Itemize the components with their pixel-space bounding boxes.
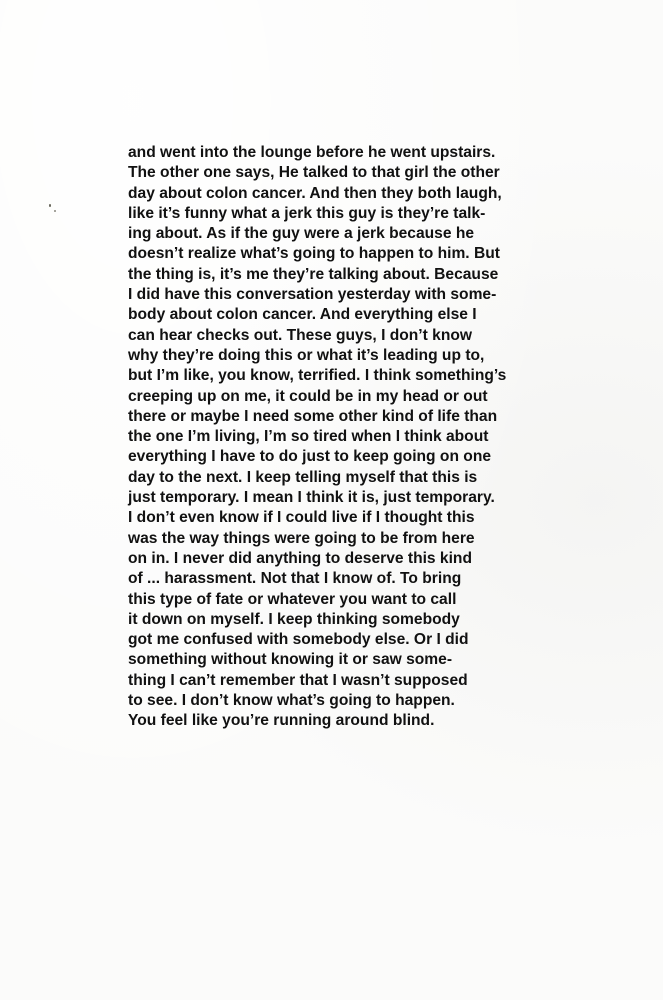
text-line: was the way things were going to be from here (128, 529, 475, 547)
text-line: like it’s funny what a jerk this guy is they’re talk- (128, 204, 486, 222)
text-line: doesn’t realize what’s going to happen to him. But (128, 245, 500, 263)
text-line: thing I can’t remember that I wasn’t supposed (128, 671, 468, 689)
text-line: can hear checks out. These guys, I don’t know (128, 326, 473, 344)
text-line: I did have this conversation yesterday with some- (128, 286, 497, 304)
text-line: The other one says, He talked to that girl the other (128, 164, 500, 182)
text-line: why they’re doing this or what it’s leading up to, (128, 346, 485, 364)
text-line: body about colon cancer. And everything else I (128, 306, 477, 324)
text-line: everything I have to do just to keep going on one (128, 448, 492, 466)
text-line: on in. I never did anything to deserve this kind (128, 549, 472, 567)
paper-speck (54, 210, 56, 212)
text-line: something without knowing it or saw some- (128, 651, 453, 669)
text-line: ing about. As if the guy were a jerk because he (128, 225, 475, 243)
body-text-block (128, 143, 548, 732)
text-line: got me confused with somebody else. Or I did (128, 631, 469, 649)
text-line: the one I’m living, I’m so tired when I think about (128, 428, 489, 446)
text-line: and went into the lounge before he went upstairs. (128, 144, 496, 161)
text-line: creeping up on me, it could be in my head or out (128, 387, 488, 405)
text-line: You feel like you’re running around blind. (128, 712, 435, 730)
text-line: day about colon cancer. And then they both laugh, (128, 184, 502, 202)
text-line: this type of fate or whatever you want to call (128, 590, 457, 608)
text-line: of ... harassment. Not that I know of. To bring (128, 570, 462, 588)
text-line: it down on myself. I keep thinking somebody (128, 610, 460, 628)
text-line: but I’m like, you know, terrified. I think something’s (128, 367, 507, 385)
text-line: the thing is, it’s me they’re talking about. Because (128, 265, 499, 283)
text-line: to see. I don’t know what’s going to happen. (128, 692, 455, 710)
text-line: day to the next. I keep telling myself that this is (128, 468, 478, 486)
text-line: there or maybe I need some other kind of life than (128, 407, 498, 425)
text-line: I don’t even know if I could live if I thought this (128, 509, 475, 527)
paper-speck (49, 204, 51, 207)
text-line: just temporary. I mean I think it is, just temporary. (128, 489, 495, 507)
